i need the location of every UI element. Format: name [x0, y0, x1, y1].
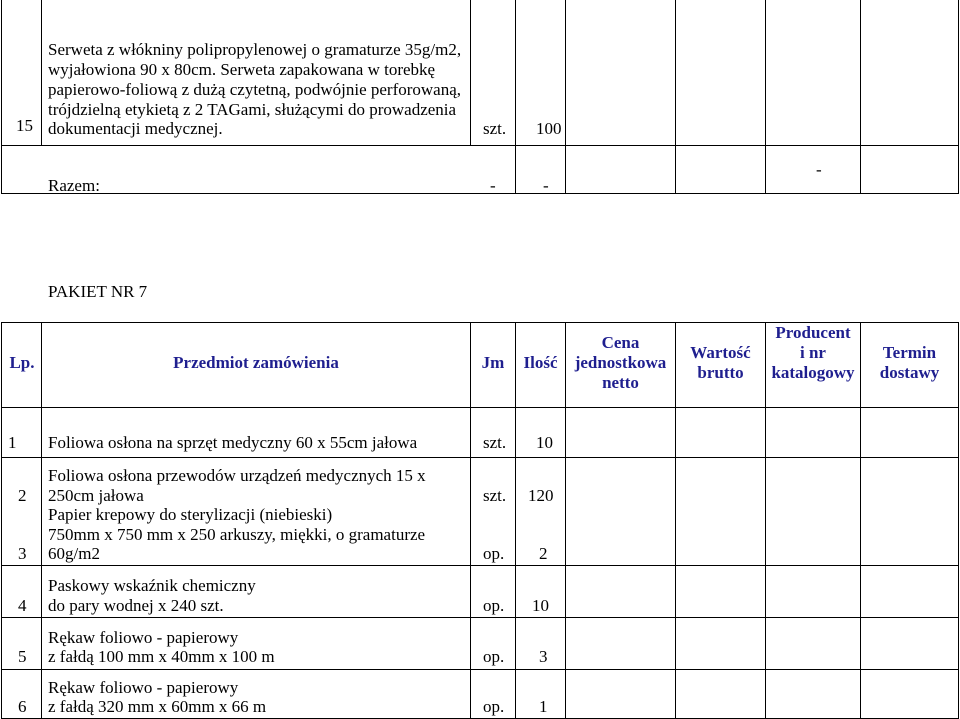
header-value-2: brutto	[697, 363, 744, 382]
row-15-desc-line-1: Serweta z włókniny polipropylenowej o gramaturze 35g/m2,	[48, 40, 462, 59]
row-5-lp: 5	[18, 647, 27, 666]
row-4-lp: 4	[18, 596, 27, 615]
row-2-qty: 120	[528, 486, 554, 505]
row-2-desc-line-1: Foliowa osłona przewodów urządzeń medycznych 15 x	[48, 466, 426, 485]
header-qty: Ilość	[523, 353, 558, 372]
row-2-desc-line-2: 250cm jałowa	[48, 486, 144, 505]
row-15-lp: 15	[16, 116, 33, 135]
header-unit-price-2: jednostkowa	[574, 353, 667, 372]
row-1-desc-line-1: Foliowa osłona na sprzęt medyczny 60 x 55cm jałowa	[48, 433, 418, 452]
row-5-desc-line-1: Rękaw foliowo - papierowy	[48, 628, 239, 647]
header-subject: Przedmiot zamówienia	[173, 353, 339, 372]
row-2-lp: 2	[18, 486, 27, 505]
row-3-jm: op.	[483, 544, 505, 563]
row-6-qty: 1	[539, 697, 548, 716]
row-1-lp: 1	[8, 433, 17, 452]
row-1-qty: 10	[536, 433, 553, 452]
row-5-jm: op.	[483, 647, 505, 666]
row-6-desc-line-2: z fałdą 320 mm x 60mm x 66 m	[48, 697, 267, 716]
row-3-lp: 3	[18, 544, 27, 563]
row-3-qty: 2	[539, 544, 548, 563]
row-15-desc-line-3: papierowo-foliową z dużą czytetną, podwójnie perforowaną,	[48, 80, 462, 99]
header-unit-price-3: netto	[602, 373, 639, 392]
row-3-desc-line-1: Papier krepowy do sterylizacji (niebieski)	[48, 505, 333, 524]
header-lp: Lp.	[9, 353, 35, 372]
summary-dash-qty: -	[543, 176, 549, 195]
row-5-desc-line-2: z fałdą 100 mm x 40mm x 100 m	[48, 647, 275, 666]
row-15-qty: 100	[536, 119, 562, 138]
summary-dash-jm: -	[490, 176, 496, 195]
header-producer-1: Producent	[775, 323, 851, 342]
row-15-desc-line-4: trójdzielną etykietą z 2 TAGami, służącymi do prowadzenia	[48, 100, 457, 119]
header-unit-price-1: Cena	[601, 333, 640, 352]
row-15-desc-line-2: wyjałowiona 90 x 80cm. Serweta zapakowana w torebkę	[48, 60, 436, 79]
row-3-desc-line-3: 60g/m2	[48, 544, 100, 563]
summary-label: Razem:	[48, 176, 100, 195]
header-producer-2: i nr	[800, 343, 826, 362]
row-6-jm: op.	[483, 697, 505, 716]
row-4-desc-line-2: do pary wodnej x 240 szt.	[48, 596, 224, 615]
row-6-lp: 6	[18, 697, 27, 716]
header-term-1: Termin	[882, 343, 937, 362]
header-jm: Jm	[481, 353, 505, 372]
row-4-desc-line-1: Paskowy wskaźnik chemiczny	[48, 576, 256, 595]
package-title: PAKIET NR 7	[48, 282, 148, 301]
header-producer-3: katalogowy	[771, 363, 855, 382]
row-2-jm: szt.	[483, 486, 507, 505]
row-4-jm: op.	[483, 596, 505, 615]
row-4-qty: 10	[532, 596, 549, 615]
row-15-desc-line-5: dokumentacji medycznej.	[48, 119, 223, 138]
header-value-1: Wartość	[690, 343, 751, 362]
summary-dash-value: -	[816, 160, 822, 179]
row-1-jm: szt.	[483, 433, 507, 452]
row-15-jm: szt.	[483, 119, 507, 138]
header-term-2: dostawy	[879, 363, 940, 382]
row-6-desc-line-1: Rękaw foliowo - papierowy	[48, 678, 239, 697]
row-5-qty: 3	[539, 647, 548, 666]
row-3-desc-line-2: 750mm x 750 mm x 250 arkuszy, miękki, o gramaturze	[48, 525, 426, 544]
